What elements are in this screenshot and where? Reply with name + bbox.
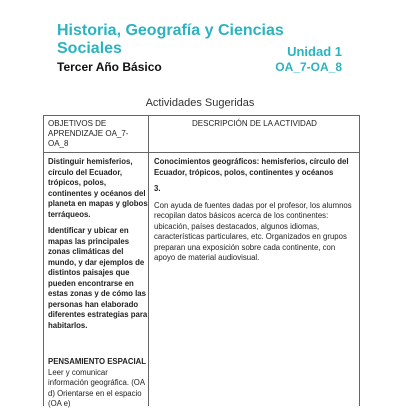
- skill-text: Leer y comunicar información geográfica. (OA d) Orientarse en el espacio (OA e): [48, 367, 145, 408]
- grade-label: Tercer Año Básico: [57, 60, 162, 74]
- activity-description: Con ayuda de fuentes dadas por el profesor, los alumnos recopilan datos básicos acerca de los continentes: ubicación, países destacados, algunos idiomas, características particulares, etc. Organizados en grupos preparan una exposición sobre cada continente, con apoyo de material audiovisual.: [154, 200, 352, 262]
- activity-number: 3.: [154, 184, 161, 193]
- skill-heading: PENSAMIENTO ESPACIAL: [48, 357, 147, 366]
- unit-label: Unidad 1: [287, 44, 342, 59]
- activity-cell: [154, 157, 356, 270]
- activities-table: [43, 115, 360, 406]
- column-divider: [148, 116, 149, 406]
- objectives-column-header: OBJETIVOS DE APRENDIZAJE OA_7-OA_8: [48, 119, 129, 148]
- header-row-divider: [44, 152, 359, 153]
- objectives-cell: [48, 157, 148, 410]
- activity-title: Conocimientos geográficos: hemisferios, círculo del Ecuador, trópicos, polos, continentes y océanos: [154, 157, 349, 177]
- activity-column-header: DESCRIPCIÓN DE LA ACTIVIDAD: [192, 119, 317, 128]
- objective-1: Distinguir hemisferios, círculo del Ecuador, trópicos, polos, continentes y océanos del planeta en mapas y globos terráqueos.: [48, 157, 148, 219]
- oa-code: OA_7-OA_8: [275, 60, 342, 74]
- objective-2: Identificar y ubicar en mapas las principales zonas climáticas del mundo, y dar ejemplos de distintos paisajes que pueden encontrarse en estas zonas y de cómo las personas han elaborado diferentes estrategias para habitarlos.: [48, 226, 148, 330]
- subject-title: Historia, Geografía y Ciencias Sociales: [57, 22, 284, 57]
- section-title: Actividades Sugeridas: [145, 97, 255, 109]
